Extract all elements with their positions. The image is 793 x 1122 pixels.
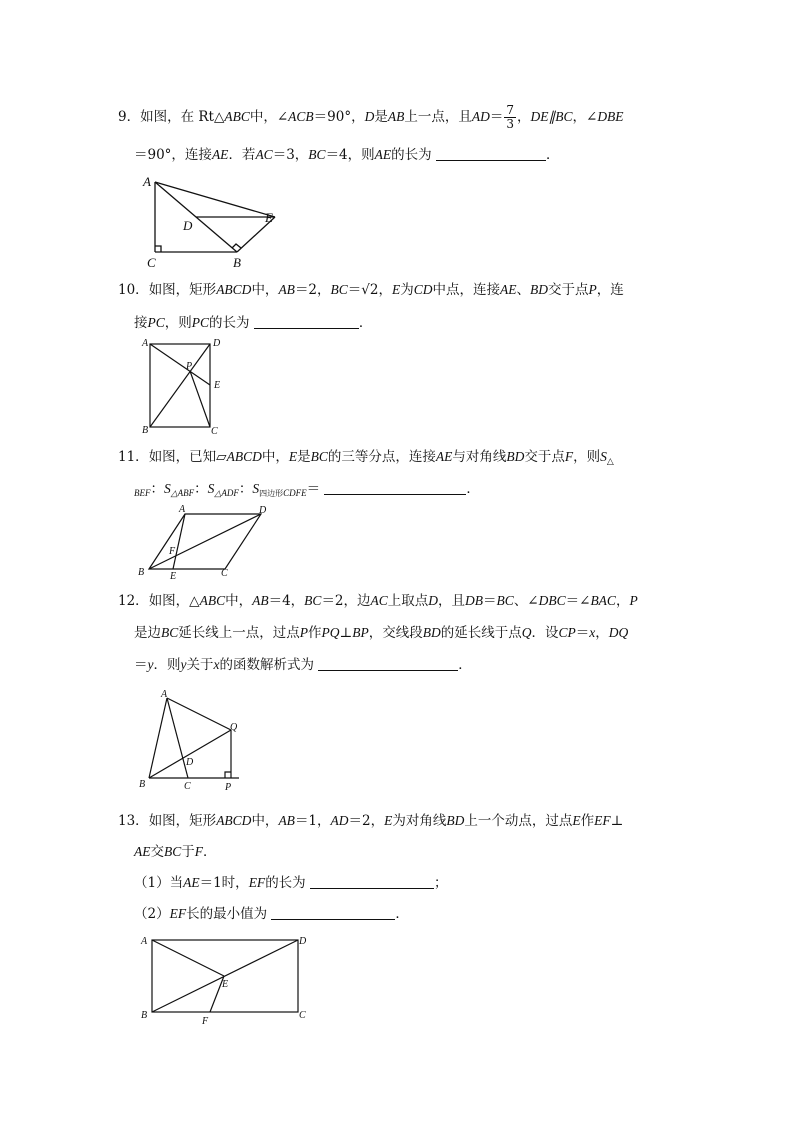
q13-label-F: F	[202, 1016, 209, 1027]
q12-label-D: D	[186, 757, 194, 768]
q13-label-A: A	[141, 936, 148, 947]
q12-line2: 是边BC延长线上一点，过点P作PQ⊥BP，交线段BD的延长线于点Q．设CP＝x，DQ	[134, 625, 629, 641]
q12-label-A: A	[161, 689, 168, 700]
q12-label-B: B	[139, 779, 146, 790]
q9-label-E: E	[265, 210, 273, 225]
q13-answer-blank-1[interactable]	[310, 874, 434, 889]
q12-line3: ＝y．则y关于x的函数解析式为 ．	[134, 657, 472, 673]
q13-label-D: D	[299, 936, 307, 947]
q12-answer-blank[interactable]	[318, 656, 458, 671]
q13-label-E: E	[222, 979, 229, 990]
q11-line2: $_{BEF}$：$S_{\triangle ABF}$：$S_{\triangle ADF}$：$S_{四边形CDFE}=$ ．	[134, 481, 480, 498]
q10-answer-blank[interactable]	[254, 314, 359, 329]
q13-line1: 13．如图，矩形ABCD中，AB＝1，AD＝2，E为对角线BD上一个动点，过点E作EF⊥	[118, 813, 624, 829]
q9-label-B: B	[233, 255, 241, 270]
q9-label-C: C	[147, 255, 156, 270]
q9-figure	[135, 170, 295, 270]
q9-line1: 9．如图，在 Rt△ABC中，∠ACB＝90°，D是AB上一点，且AD＝ $\frac{7}{3}$ ，DE∥BC，∠DBE	[118, 103, 624, 131]
q11-answer-blank[interactable]	[324, 480, 466, 495]
q10-line1: 10．如图，矩形ABCD中，AB＝2，BC＝√2，E为CD中点，连接AE、BD交于点P，连	[118, 282, 624, 298]
q11-label-A: A	[179, 504, 186, 515]
q13-figure	[138, 932, 318, 1032]
q12-figure	[135, 686, 255, 796]
q12-label-P: P	[225, 782, 232, 793]
q10-label-E: E	[214, 380, 221, 391]
q11-label-D: D	[259, 505, 267, 516]
q10-label-A: A	[142, 338, 149, 349]
q10-figure	[140, 336, 230, 436]
q9-label-D: D	[183, 218, 193, 233]
q11-figure	[135, 502, 275, 582]
q10-line2: 接PC，则PC的长为 ．	[134, 315, 373, 331]
q12-label-C: C	[184, 781, 191, 792]
q10-label-B: B	[142, 425, 149, 436]
q11-label-B: B	[138, 567, 145, 578]
q12-line1: 12．如图，△ABC中，AB＝4，BC＝2，边AC上取点D，且DB＝BC、∠DBC＝∠BAC，P	[118, 593, 638, 609]
q13-sub1: （1）当AE＝1时，EF的长为 ；	[134, 875, 448, 891]
q11-line1: 11．如图，已知▱ABCD中，E是BC的三等分点，连接AE与对角线BD交于点F，则$S_\triangle$	[118, 449, 614, 467]
q10-label-P: P	[186, 361, 193, 372]
sqrt-2: √2	[361, 282, 379, 298]
q9-answer-blank[interactable]	[436, 146, 546, 161]
q10-label-D: D	[213, 338, 221, 349]
q10-label-C: C	[211, 426, 218, 437]
q13-answer-blank-2[interactable]	[271, 905, 395, 920]
q11-label-F: F	[169, 546, 176, 557]
q13-line2: AE交BC于F．	[134, 844, 217, 860]
q13-label-C: C	[299, 1010, 306, 1021]
q9-label-A: A	[143, 174, 151, 189]
q13-sub2: （2）EF长的最小值为 ．	[134, 906, 409, 922]
q11-label-E: E	[170, 571, 177, 582]
fraction-7-3: $\frac{7}{3}$	[506, 103, 514, 131]
q13-label-B: B	[141, 1010, 148, 1021]
q12-label-Q: Q	[230, 722, 238, 733]
q9-line2: ＝90°，连接AE．若AC＝3，BC＝4，则AE的长为 ．	[134, 147, 560, 163]
q11-label-C: C	[221, 568, 228, 579]
